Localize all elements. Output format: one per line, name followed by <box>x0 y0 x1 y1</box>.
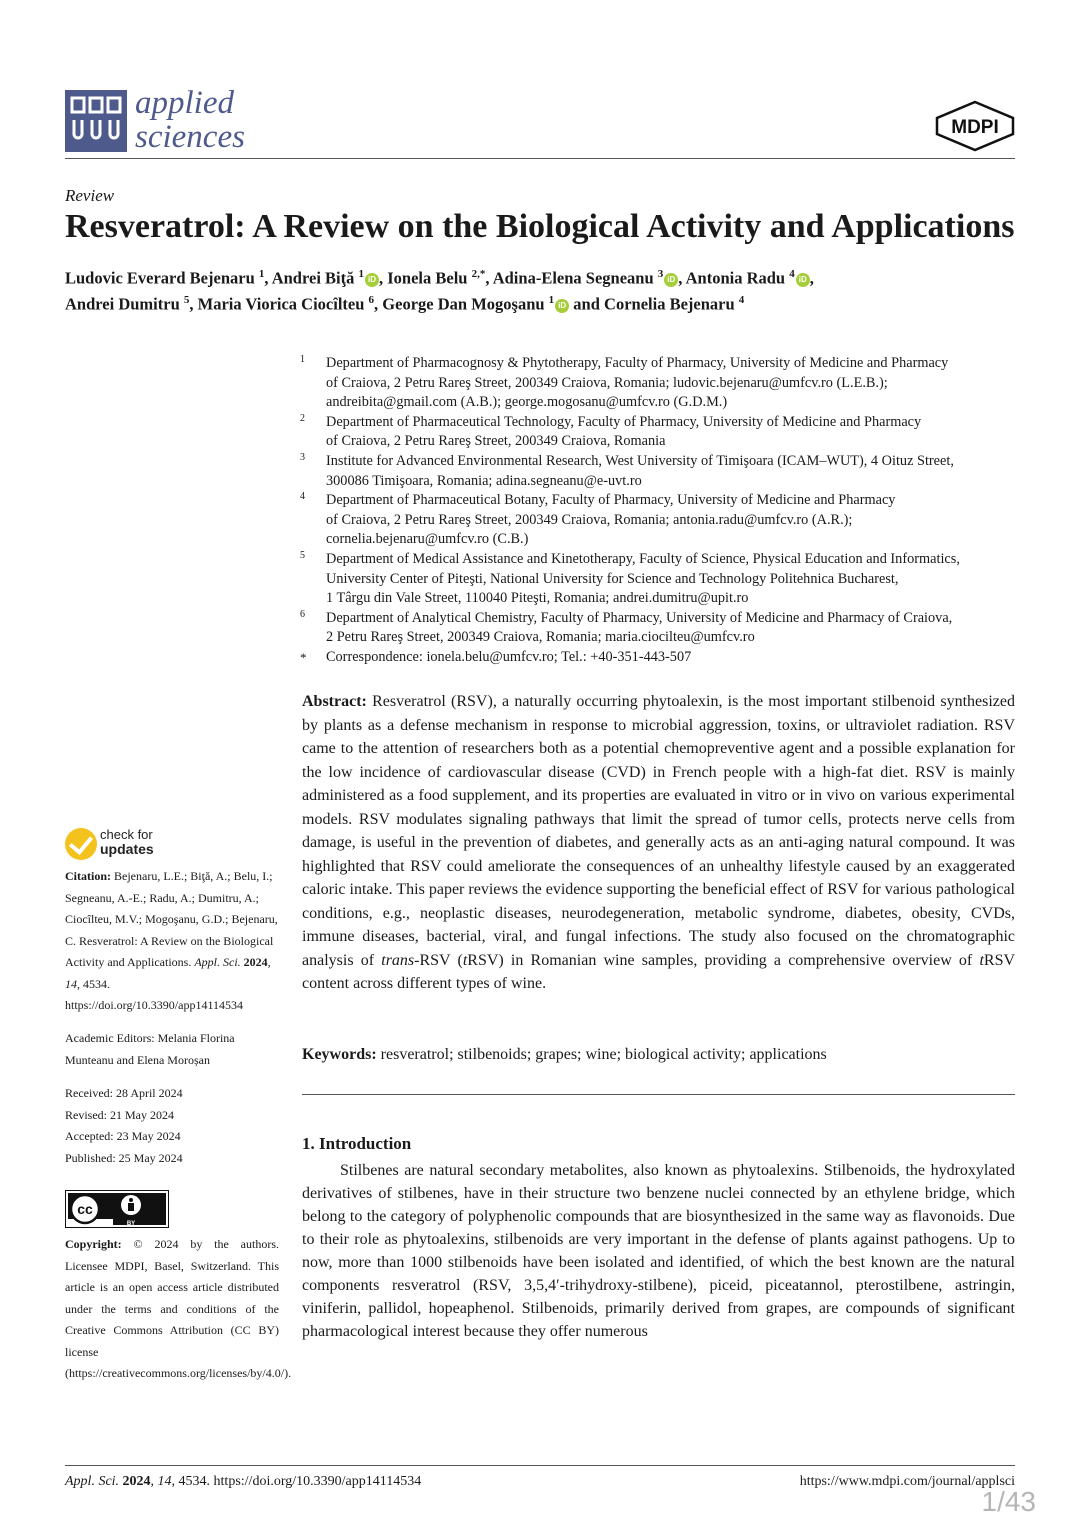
affiliation-number: 2 <box>300 412 305 424</box>
affiliation-line: Institute for Advanced Environmental Research, West University of Timişoara (ICAM–WUT), 4 Oituz Street, <box>326 452 954 469</box>
affiliation-number: 6 <box>300 608 305 620</box>
citation-text: Bejenaru, L.E.; Biţă, A.; Belu, I.; Segneanu, A.-E.; Radu, A.; Dumitru, A.; Ciocîlteu, M.V.; Mogoşanu, G.D.; Bejenaru, C. Resveratrol: A Review on the Biological Activity and Applications. <box>65 869 278 969</box>
author-name: Cornelia Bejenaru <box>604 294 735 314</box>
affiliation-number: 5 <box>300 549 305 561</box>
publication-dates <box>65 1083 279 1169</box>
author-name: Adina-Elena Segneanu <box>492 268 654 288</box>
affiliation-line: Department of Pharmacognosy & Phytotherapy, Faculty of Pharmacy, University of Medicine and Pharmacy <box>326 355 949 371</box>
journal-name-line1: applied <box>135 85 234 121</box>
author-name: Antonia Radu <box>685 268 786 288</box>
author-affiliation: 1 <box>358 268 365 280</box>
affiliation-item <box>300 452 1020 491</box>
citation-label: Citation: <box>65 869 111 883</box>
author-affiliation: 4 <box>738 294 745 306</box>
affiliation-item <box>300 354 1020 413</box>
affiliation-line: of Craiova, 2 Petru Rareş Street, 200349 Craiova, Romania; antonia.radu@umfcv.ro (A.R.); <box>326 511 853 528</box>
keywords-text: resveratrol; stilbenoids; grapes; wine; biological activity; applications <box>376 1046 827 1063</box>
author-affiliation: 6 <box>368 294 375 306</box>
author-name: George Dan Mogoşanu <box>382 294 545 314</box>
abstract <box>302 690 1015 996</box>
affiliation-line: of Craiova, 2 Petru Rareş Street, 200349 Craiova, Romania <box>326 433 666 450</box>
affiliation-line: Department of Pharmaceutical Technology, Faculty of Pharmacy, University of Medicine and Pharmacy <box>326 413 922 430</box>
page-indicator: 1/43 <box>981 1486 1036 1517</box>
footer-divider <box>65 1465 1015 1466</box>
affiliations-list <box>300 354 1020 668</box>
abstract-italic: t <box>979 951 984 969</box>
intro-text: Stilbenes are natural secondary metabolites, also known as phytoalexins. Stilbenoids, the hydroxylated derivatives of stilbenes, have in their structure two benzene nuclei connected by an ethylene bridge, which belong to the category of polyphenolic compounds that are biosynthesized in the same way as flavonoids. Due to their role as phytoalexins, stilbenoids are very important in the defense of plants against pathogens. Up to now, more than 1000 stilbenoids have been isolated and identified, of which the best known are the natural components resveratrol (RSV, 3,5,4 <box>302 1162 1015 1294</box>
copyright-text: © 2024 by the authors. Licensee MDPI, Basel, Switzerland. This article is an open access article distributed under the terms and conditions of the Creative Commons Attribution (CC BY) license (https://creativecommons.org/licenses/by/4.0/). <box>65 1237 292 1380</box>
footer-doi[interactable]: , 4534. https://doi.org/10.3390/app14114534 <box>171 1474 422 1489</box>
revised-date: Revised: 21 May 2024 <box>65 1107 174 1122</box>
orcid-icon[interactable]: iD <box>664 273 678 287</box>
author-name: Andrei Biţă <box>271 268 355 288</box>
affiliation-line: Department of Medical Assistance and Kinetotherapy, Faculty of Science, Physical Education and Informatics, <box>326 550 960 567</box>
citation-volume: , 14 <box>65 955 271 991</box>
author-name: Andrei Dumitru <box>65 294 180 314</box>
copyright-label: Copyright: <box>65 1237 122 1251</box>
authors-line-2: Andrei Dumitru $^5$, Maria Viorica Ciocîlteu $^6$, George Dan Mogoşanu $^1$ iD and Cornelia Bejenaru $^4$ <box>65 294 745 314</box>
check-for-updates-badge[interactable] <box>65 826 265 866</box>
by-text: BY <box>126 1221 136 1227</box>
correspondence <box>300 648 1020 668</box>
abstract-text: RSV content across different types of wine. <box>302 951 1016 992</box>
mdpi-logo <box>935 100 1015 152</box>
affiliation-item <box>300 609 1020 648</box>
section-heading: 1. Introduction <box>302 1134 412 1153</box>
author-affiliation: 2,* <box>471 268 486 280</box>
author-affiliation: 1 <box>548 294 555 306</box>
affiliation-line: Department of Analytical Chemistry, Faculty of Pharmacy, University of Medicine and Pharmacy of Craiova, <box>326 609 953 626</box>
affiliation-line: Department of Pharmaceutical Botany, Faculty of Pharmacy, University of Medicine and Pharmacy <box>326 492 896 509</box>
intro-text: -trihydroxy-stilbene), piceid, piceatannol, pterostilbene, astringin, viniferin, pallidol, hopeaphenol. Stilbenoids, primarily derived from grapes, are compounds of significant pharmacological interest because they offer numerous <box>302 1277 1015 1340</box>
cc-by-license-icon[interactable] <box>65 1190 169 1228</box>
article-type: Review <box>65 186 115 205</box>
citation-doi[interactable]: , 4534. https://doi.org/10.3390/app14114534 <box>65 976 244 1012</box>
affiliation-number: 4 <box>300 491 305 503</box>
footer-volume: 14 <box>157 1474 172 1489</box>
citation-block <box>65 866 279 1017</box>
journal-logo-icon <box>65 90 127 152</box>
citation-journal: Appl. Sci. <box>194 955 241 969</box>
abstract-italic: trans <box>381 951 415 969</box>
affiliation-item <box>300 550 1020 609</box>
journal-logo <box>65 85 265 156</box>
keywords-label: Keywords: <box>302 1046 377 1063</box>
citation-year: 2024 <box>240 955 268 969</box>
authors-line-1: Ludovic Everard Bejenaru $^1$, Andrei Biţă $^1$ iD , Ionela Belu $^{2,*}$, Adina-Elena Segneanu $^3$ iD , Antonia Radu $^4$ iD , <box>65 268 814 288</box>
affiliation-item <box>300 491 1020 550</box>
abstract-text: Resveratrol (RSV), a naturally occurring phytoalexin, is the most important stilbenoid synthesized by plants as a defense mechanism in response to microbial aggression, toxins, or ultraviolet radiation. RSV came to the attention of researchers both as a potential chemopreventive agent and a possible explanation for the low incidence of cardiovascular disease (CVD) in French people with a high-fat diet. RSV is mainly administered as a food supplement, and its properties are evaluated in vitro or in vivo on various experimental models. RSV modulates signaling pathways that limit the spread of tumor cells, protects nerve cells from damage, is useful in the prevention of diabetes, and generally acts as an anti-aging natural compound. It was highlighted that RSV could ameliorate the consequences of an unhealthy lifestyle caused by an exaggerated caloric intake. This paper reviews the evidence supporting the beneficial effect of RSV for various pathological conditions, e.g., neoplastic diseases, neurodegeneration, metabolic syndrome, diabetes, obesity, CVDs, immune diseases, bacterial, viral, and fungal infections. The study also focused on the chromatographic analysis of <box>302 693 1015 969</box>
received-date: Received: 28 April 2024 <box>65 1086 183 1100</box>
affiliation-line: of Craiova, 2 Petru Rareş Street, 200349 Craiova, Romania; ludovic.bejenaru@umfcv.ro (L.E.B.); <box>326 374 888 391</box>
author-affiliation: 1 <box>258 268 265 280</box>
copyright-notice <box>65 1234 292 1385</box>
author-affiliation: 4 <box>789 268 795 280</box>
correspondence-text: Correspondence: ionela.belu@umfcv.ro; Tel.: +40-351-443-507 <box>326 648 692 665</box>
affiliation-line: 300086 Timişoara, Romania; adina.segneanu@e-uvt.ro <box>326 472 642 489</box>
section-divider <box>302 1094 1015 1095</box>
cc-text: cc <box>77 1201 93 1217</box>
footer-journal: Appl. Sci. <box>65 1474 120 1489</box>
published-date: Published: 25 May 2024 <box>65 1150 183 1165</box>
orcid-icon[interactable]: iD <box>555 299 569 313</box>
intro-prime: ′ <box>556 1277 560 1294</box>
author-affiliation: 3 <box>657 268 664 280</box>
article-title: Resveratrol: A Review on the Biological Activity and Applications <box>65 208 1015 245</box>
author-name: Ludovic Everard Bejenaru <box>65 268 255 288</box>
affiliation-number: 1 <box>300 354 305 365</box>
keywords <box>302 1044 1015 1066</box>
author-name: Maria Viorica Ciocîlteu <box>197 294 365 314</box>
affiliation-line: cornelia.bejenaru@umfcv.ro (C.B.) <box>326 531 529 548</box>
affiliation-line: 2 Petru Rareş Street, 200349 Craiova, Romania; maria.ciocilteu@umfcv.ro <box>326 629 755 646</box>
affiliation-item <box>300 413 1020 452</box>
footer-citation: Appl. Sci. 2024, 14, 4534. https://doi.org/10.3390/app14114534 <box>65 1474 422 1489</box>
affiliation-line: 1 Târgu din Vale Street, 110040 Piteşti, Romania; andrei.dumitru@upit.ro <box>326 590 749 607</box>
abstract-italic: t <box>462 951 468 969</box>
abstract-text: RSV) in Romanian wine samples, providing a comprehensive overview of <box>467 951 980 969</box>
affiliation-number: 3 <box>300 451 305 463</box>
abstract-text: -RSV ( <box>414 951 463 969</box>
and-word: and <box>573 294 600 314</box>
check-line2: updates <box>100 841 154 857</box>
affiliation-line: andreibita@gmail.com (A.B.); george.mogosanu@umfcv.ro (G.D.M.) <box>326 394 728 411</box>
orcid-icon[interactable]: iD <box>365 273 379 287</box>
header-divider <box>65 158 1015 159</box>
academic-editors: Academic Editors: Melania Florina Munteanu and Elena Moroșan <box>65 1031 235 1067</box>
accepted-date: Accepted: 23 May 2024 <box>65 1129 181 1143</box>
orcid-icon[interactable]: iD <box>796 273 810 287</box>
footer-year: 2024 <box>122 1474 151 1489</box>
introduction-text <box>302 1159 1015 1343</box>
abstract-label: Abstract: <box>302 693 367 710</box>
author-name: Ionela Belu <box>387 268 468 288</box>
affiliation-line: University Center of Piteşti, National University for Science and Technology Politehnica Bucharest, <box>326 570 899 587</box>
correspondence-mark: * <box>300 649 307 665</box>
author-affiliation: 5 <box>183 294 190 306</box>
check-icon <box>65 828 97 860</box>
journal-name-line2: sciences <box>135 119 245 155</box>
footer-journal-url[interactable]: https://www.mdpi.com/journal/applsci <box>799 1474 1015 1489</box>
check-line1: check for <box>100 827 153 842</box>
publisher-name: MDPI <box>951 117 999 138</box>
